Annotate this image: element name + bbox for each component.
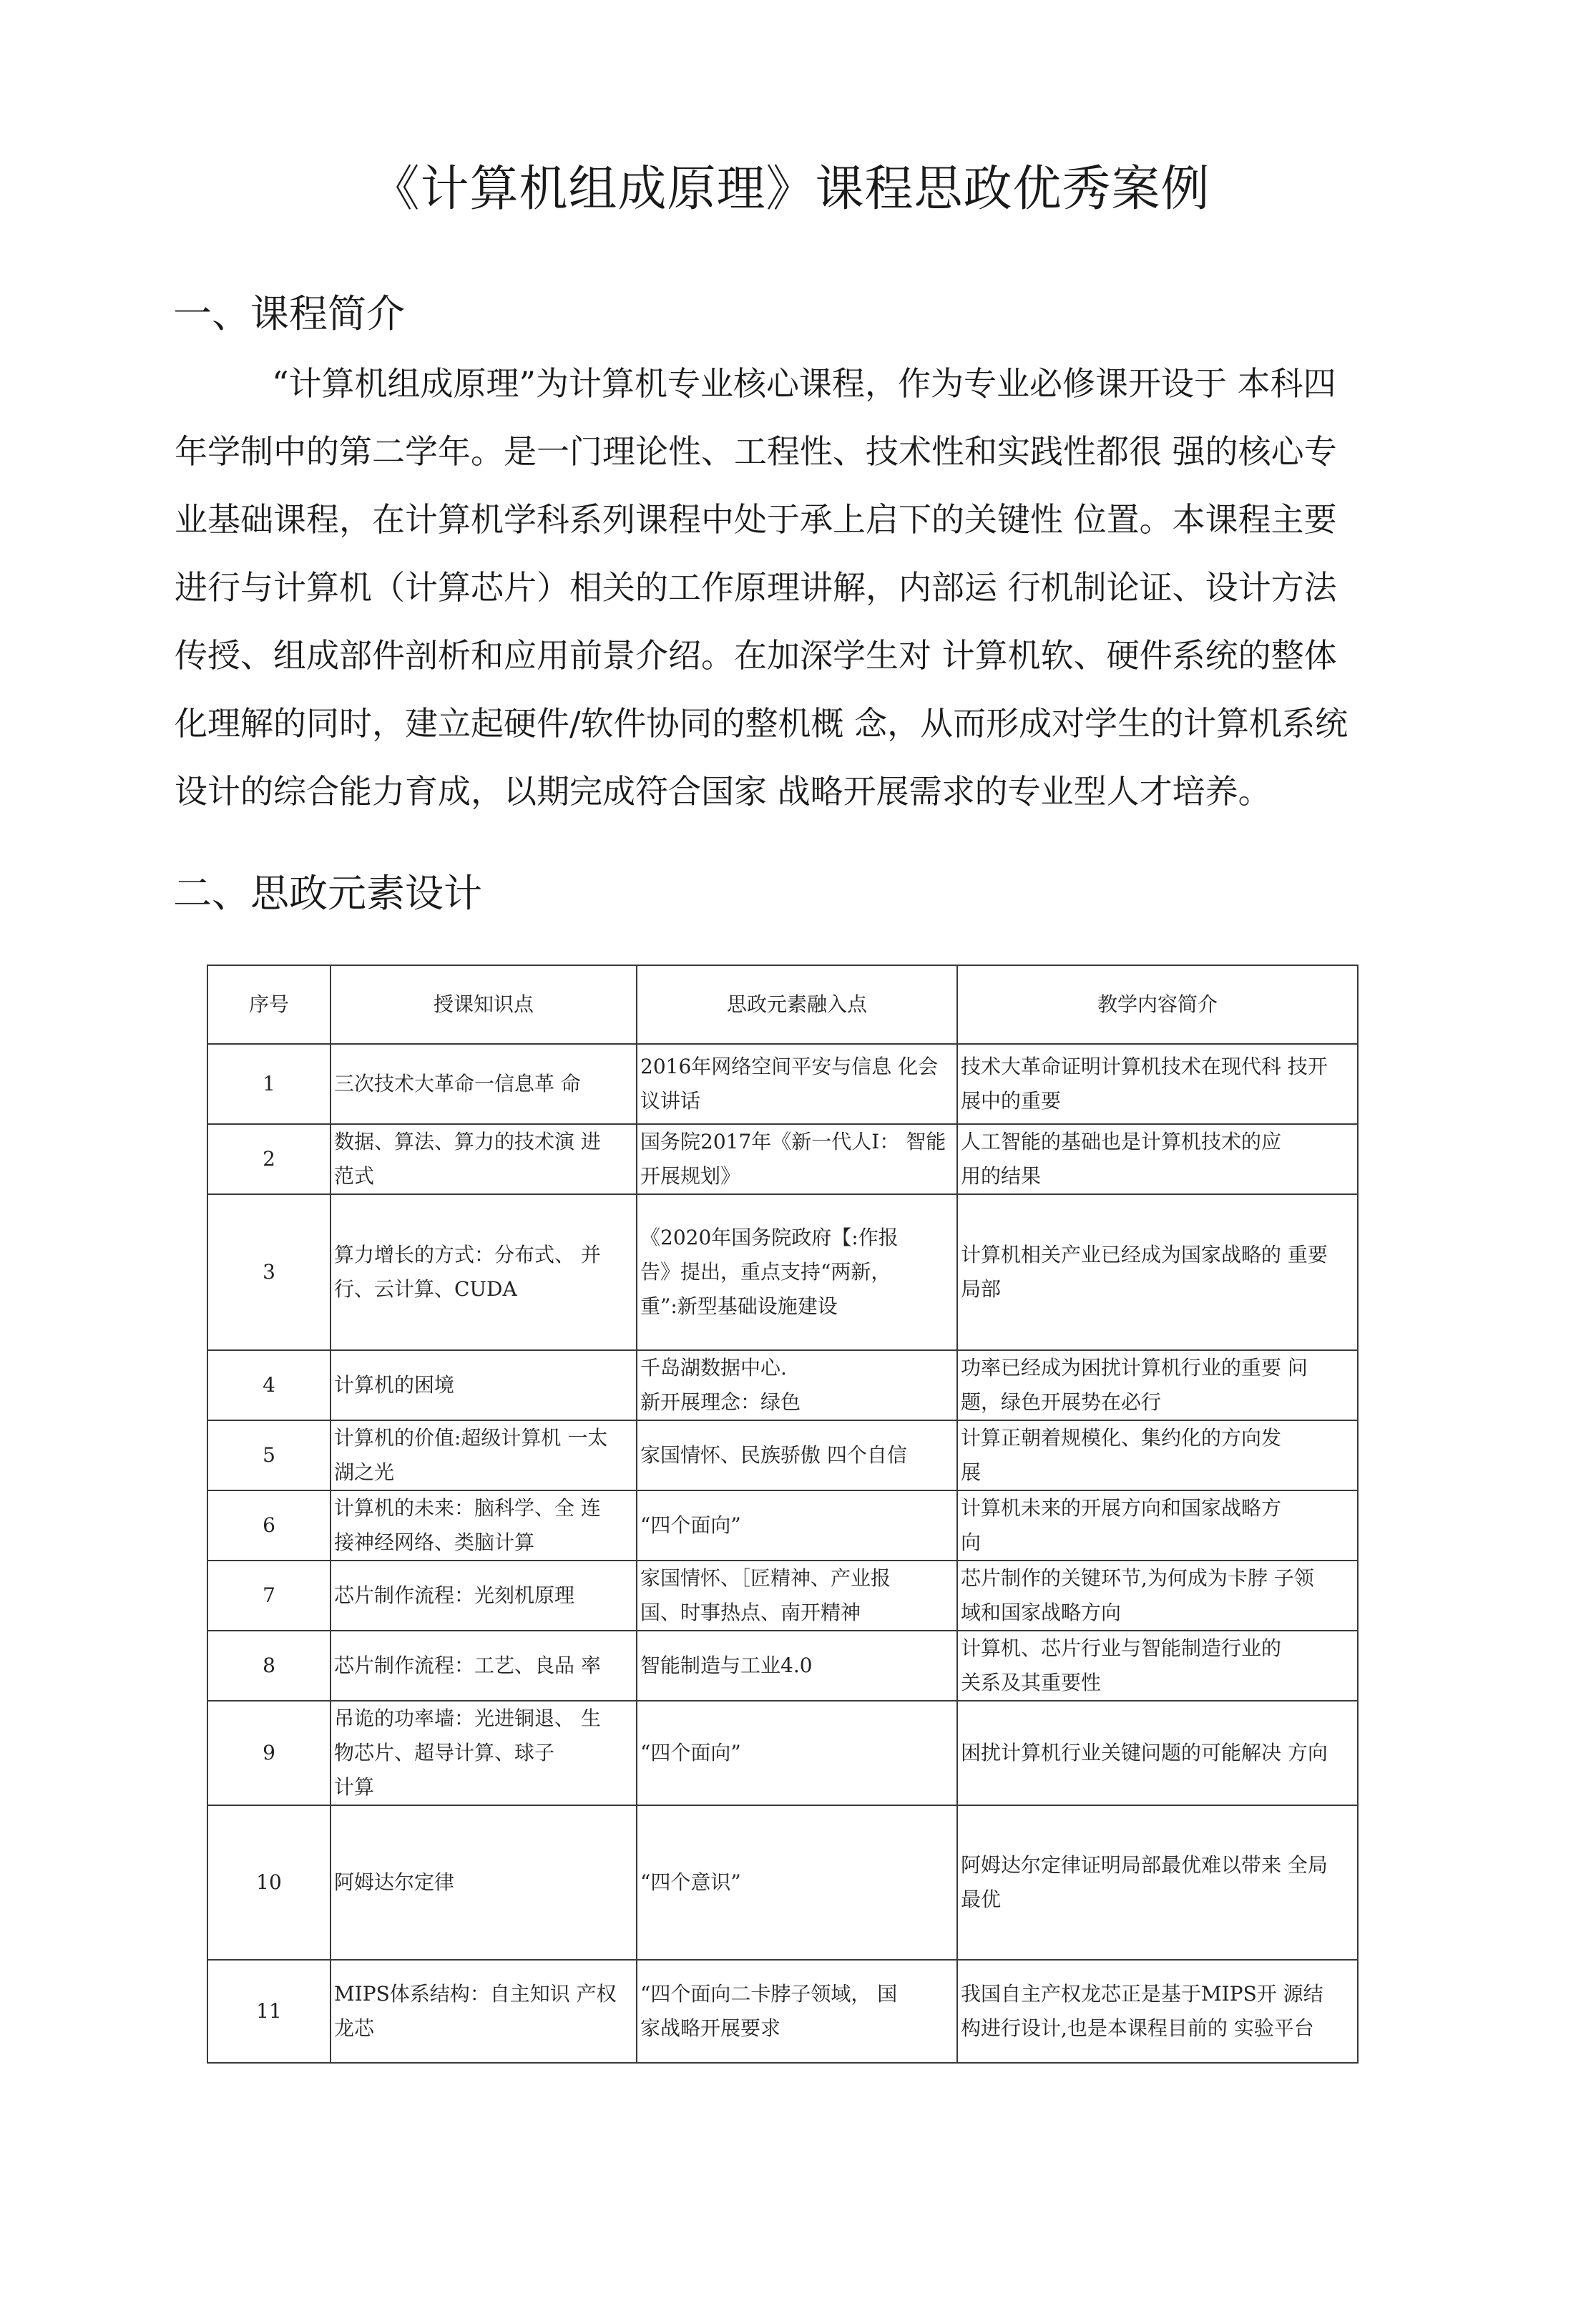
ideology-elements-table: [207, 965, 1359, 2064]
cell-topic: 阿姆达尔定律: [331, 1805, 637, 1960]
cell-topic: 芯片制作流程：光刻机原理: [331, 1561, 637, 1631]
cell-index: 10: [207, 1805, 331, 1960]
paragraph-line: 化理解的同时，建立起硬件/软件协同的整机概 念，从而形成对学生的计算机系统: [175, 704, 1348, 743]
cell-topic: 三次技术大革命一信息革 命: [331, 1044, 637, 1124]
cell-summary: 芯片制作的关键环节,为何成为卡脖 子领 域和国家战略方向: [957, 1561, 1358, 1631]
table-row: [207, 1350, 1358, 1420]
section-heading-intro: 一、课程简介: [173, 291, 405, 336]
cell-summary: 困扰计算机行业关键问题的可能解决 方向: [957, 1701, 1358, 1805]
cell-summary: 技术大革命证明计算机技术在现代科 技开 展中的重要: [957, 1044, 1358, 1124]
table-row: [207, 1194, 1358, 1350]
cell-index: 7: [207, 1561, 331, 1631]
cell-index: 1: [207, 1044, 331, 1124]
cell-topic: 计算机的困境: [331, 1350, 637, 1420]
cell-index: 9: [207, 1701, 331, 1805]
cell-element: “四个意识”: [637, 1805, 957, 1960]
cell-summary: 阿姆达尔定律证明局部最优难以带来 全局 最优: [957, 1805, 1358, 1960]
header-cell-summary: 教学内容简介: [957, 965, 1358, 1044]
cell-element: 智能制造与工业4.0: [637, 1631, 957, 1701]
cell-summary: 人工智能的基础也是计算机技术的应 用的结果: [957, 1124, 1358, 1194]
table-row: [207, 1561, 1358, 1631]
cell-element: “四个面向”: [637, 1490, 957, 1561]
table-row: [207, 1124, 1358, 1194]
cell-summary: 计算机相关产业已经成为国家战略的 重要 局部: [957, 1194, 1358, 1350]
header-cell-element: 思政元素融入点: [637, 965, 957, 1044]
cell-element: “四个面向二卡脖子领域， 国 家战略开展要求: [637, 1960, 957, 2063]
cell-topic: 计算机的价值:超级计算机 一太 湖之光: [331, 1420, 637, 1490]
cell-summary: 功率已经成为困扰计算机行业的重要 问 题，绿色开展势在必行: [957, 1350, 1358, 1420]
paragraph-line: 进行与计算机（计算芯片）相关的工作原理讲解，内部运 行机制论证、设计方法: [175, 568, 1337, 607]
table-row: [207, 1631, 1358, 1701]
table-row: [207, 1490, 1358, 1561]
header-cell-index: 序号: [207, 965, 331, 1044]
table-row: [207, 1960, 1358, 2063]
cell-element: 《2020年国务院政府【:作报 告》提出，重点支持“两新， 重”:新型基础设施建设: [637, 1194, 957, 1350]
cell-topic: 算力增长的方式：分布式、 并 行、云计算、CUDA: [331, 1194, 637, 1350]
cell-index: 5: [207, 1420, 331, 1490]
table-row: [207, 1044, 1358, 1124]
cell-topic: 芯片制作流程：工艺、良品 率: [331, 1631, 637, 1701]
page-title: 《计算机组成原理》课程思政优秀案例: [371, 161, 1210, 218]
cell-index: 11: [207, 1960, 331, 2063]
section-heading-elements: 二、思政元素设计: [173, 871, 482, 916]
paragraph-line: 业基础课程，在计算机学科系列课程中处于承上启下的关键性 位置。本课程主要: [175, 500, 1337, 539]
cell-element: 家国情怀、民族骄傲 四个自信: [637, 1420, 957, 1490]
cell-element: 千岛湖数据中心. 新开展理念：绿色: [637, 1350, 957, 1420]
cell-index: 8: [207, 1631, 331, 1701]
cell-index: 6: [207, 1490, 331, 1561]
cell-index: 3: [207, 1194, 331, 1350]
cell-topic: 吊诡的功率墙：光进铜退、 生 物芯片、超导计算、球子 计算: [331, 1701, 637, 1805]
table-row: [207, 1701, 1358, 1805]
paragraph-line: 设计的综合能力育成，以期完成符合国家 战略开展需求的专业型人才培养。: [175, 772, 1271, 811]
table-row: [207, 1805, 1358, 1960]
cell-index: 2: [207, 1124, 331, 1194]
cell-summary: 我国自主产权龙芯正是基于MIPS开 源结 构进行设计,也是本课程目前的 实验平台: [957, 1960, 1358, 2063]
header-cell-topic: 授课知识点: [331, 965, 637, 1044]
cell-element: 国务院2017年《新一代人I： 智能 开展规划》: [637, 1124, 957, 1194]
table-header-row: [207, 965, 1358, 1044]
cell-summary: 计算正朝着规模化、集约化的方向发 展: [957, 1420, 1358, 1490]
paragraph-line: “计算机组成原理”为计算机专业核心课程，作为专业必修课开设于 本科四: [272, 364, 1336, 403]
cell-topic: 数据、算法、算力的技术演 进 范式: [331, 1124, 637, 1194]
paragraph-line: 传授、组成部件剖析和应用前景介绍。在加深学生对 计算机软、硬件系统的整体: [175, 636, 1337, 675]
cell-index: 4: [207, 1350, 331, 1420]
cell-topic: MIPS体系结构：自主知识 产权 龙芯: [331, 1960, 637, 2063]
cell-element: “四个面向”: [637, 1701, 957, 1805]
table-row: [207, 1420, 1358, 1490]
paragraph-line: 年学制中的第二学年。是一门理论性、工程性、技术性和实践性都很 强的核心专: [175, 432, 1337, 471]
cell-summary: 计算机未来的开展方向和国家战略方 向: [957, 1490, 1358, 1561]
cell-element: 2016年网络空间平安与信息 化会 议讲话: [637, 1044, 957, 1124]
cell-topic: 计算机的未来：脑科学、全 连 接神经网络、类脑计算: [331, 1490, 637, 1561]
cell-summary: 计算机、芯片行业与智能制造行业的 关系及其重要性: [957, 1631, 1358, 1701]
cell-element: 家国情怀、［匠精神、产业报 国、时事热点、南开精神: [637, 1561, 957, 1631]
